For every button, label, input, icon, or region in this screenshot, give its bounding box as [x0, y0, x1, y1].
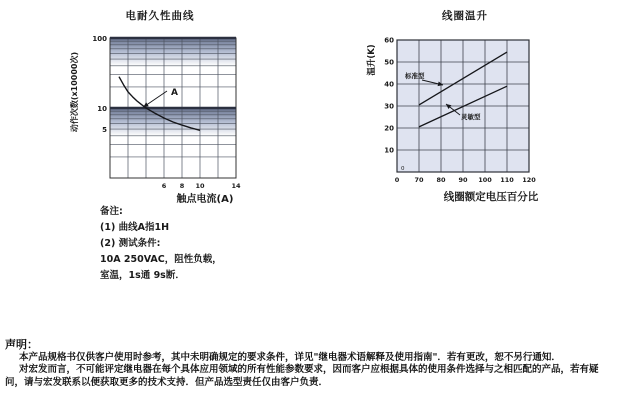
y-axis-title: 温升(K) [367, 44, 377, 76]
y-tick-label: 60 [384, 36, 394, 45]
endurance-plot [60, 30, 260, 218]
notes-line: (1) 曲线A指1H [100, 222, 170, 233]
y-tick-label: 50 [384, 58, 394, 67]
x-tick-label: 0 [394, 176, 400, 184]
y-tick-label: 20 [384, 124, 394, 133]
temp-rise-chart [360, 30, 570, 222]
test-notes [100, 204, 280, 284]
endurance-chart-block [60, 8, 260, 218]
x-tick-label: 100 [478, 176, 492, 184]
endurance-chart-title: 电耐久性曲线 [125, 10, 195, 22]
temp-rise-chart-block [360, 8, 570, 218]
temp-rise-chart-title: 线圈温升 [442, 10, 488, 22]
x-tick-label: 110 [500, 176, 514, 184]
declaration-line: 问，请与宏发联系以便获取更多的技术支持．但产品选型责任仅由客户负责． [5, 376, 329, 388]
y-tick-label: 100 [92, 35, 107, 43]
y-axis-title: 动作次数(x10000次) [70, 51, 79, 133]
notes-line: 室温，1s通 9s断． [100, 270, 185, 281]
x-tick-label: 90 [458, 176, 468, 184]
x-tick-label: 80 [436, 176, 446, 184]
endurance-chart [60, 30, 260, 222]
declaration-heading: 声明： [5, 338, 38, 351]
y-tick-label: 30 [384, 102, 394, 111]
x-tick-label: 8 [179, 182, 185, 190]
y-origin-label: 0 [401, 166, 405, 172]
y-tick-label: 5 [102, 126, 107, 135]
x-tick-label: 6 [161, 182, 167, 190]
y-tick-label: 10 [97, 105, 107, 113]
declaration [5, 337, 625, 389]
series-label-standard: 标准型 [405, 72, 425, 80]
x-tick-label: 10 [195, 182, 205, 190]
y-tick-label: 40 [384, 80, 394, 89]
declaration-line: 本产品规格书仅供客户使用时参考，其中未明确规定的要求条件，详见"继电器术语解释及使用指南"．若有更改，恕不另行通知． [19, 352, 561, 363]
x-tick-label: 120 [522, 176, 536, 184]
notes-heading: 备注: [100, 206, 123, 217]
x-axis-title: 触点电流(A) [176, 194, 234, 205]
curve-A-label: A [171, 88, 178, 98]
x-tick-label: 70 [414, 176, 424, 184]
series-label-sensitive: 灵敏型 [461, 113, 481, 121]
y-tick-label: 10 [384, 146, 394, 155]
temp-rise-plot [360, 30, 570, 218]
declaration-line: 对宏发而言，不可能评定继电器在每个具体应用领域的所有性能参数要求，因而客户应根据具体的使用条件选择与之相匹配的产品，若有疑 [19, 364, 599, 376]
notes-line: 10A 250VAC，阻性负载， [100, 254, 222, 265]
notes-line: (2) 测试条件: [100, 238, 161, 249]
x-tick-label: 14 [231, 182, 241, 190]
x-axis-title: 线圈额定电压百分比 [443, 191, 539, 203]
